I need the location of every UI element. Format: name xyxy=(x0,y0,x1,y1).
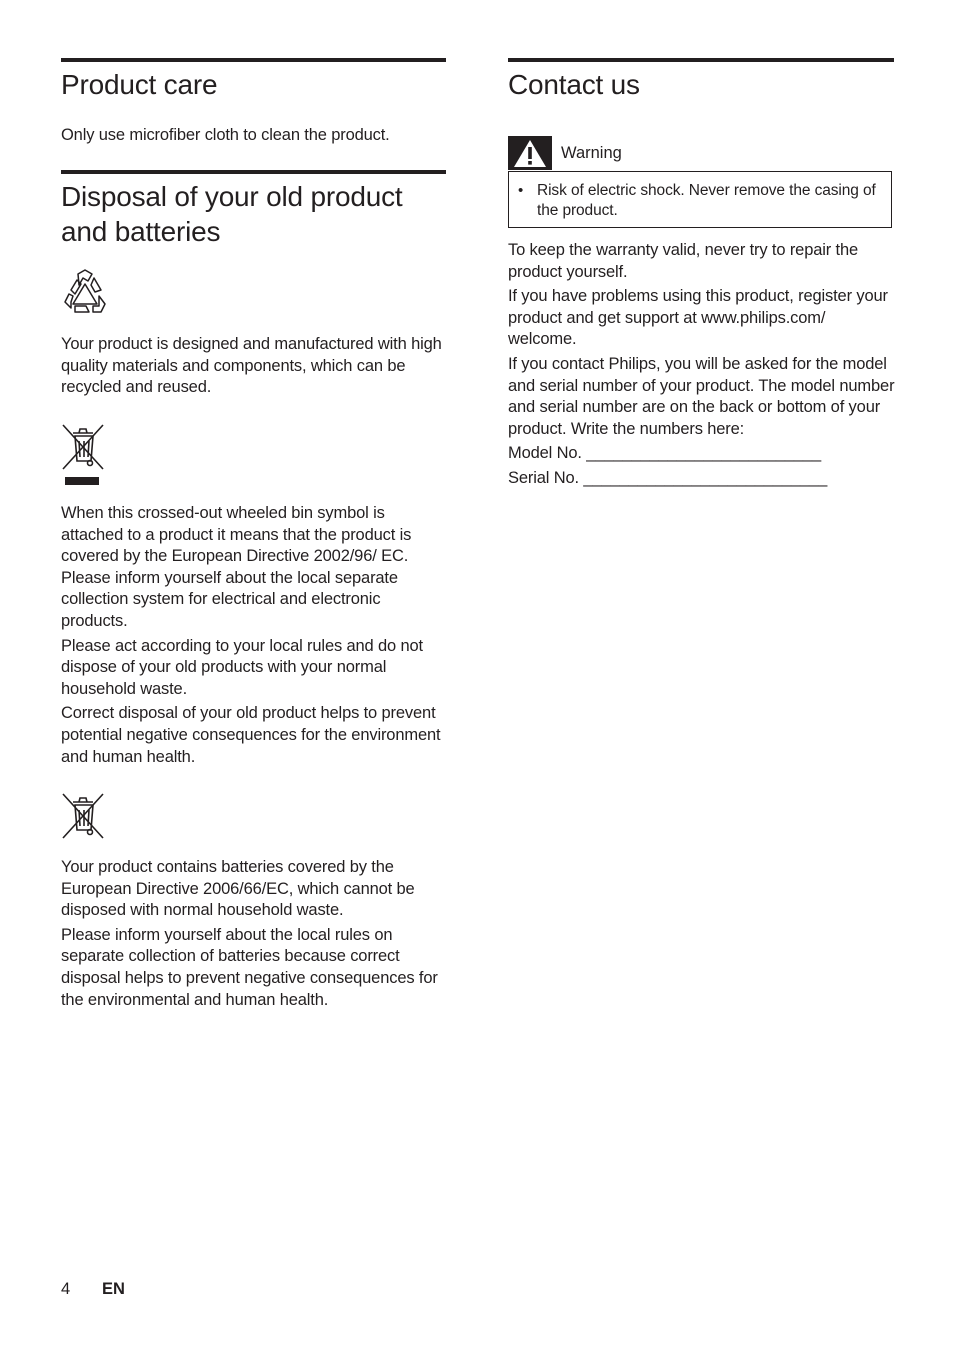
bullet-icon: • xyxy=(518,182,524,199)
crossed-out-battery-bin-icon xyxy=(61,792,105,842)
contact-paragraph: If you contact Philips, you will be asked for the model and serial number of your product. The model number and serial number are on the back or bottom of your product. Write the numbers here: xyxy=(508,354,895,438)
warning-label: Warning xyxy=(561,144,622,162)
contact-text-block xyxy=(508,240,898,490)
recycle-icon xyxy=(61,268,109,316)
serial-number-line: Serial No. ___________________________ xyxy=(508,468,828,487)
weee-paragraph: Correct disposal of your old product helps to prevent potential negative consequences for the environment and human health. xyxy=(61,704,441,766)
battery-paragraph: Your product contains batteries covered by the European Directive 2006/66/EC, which cannot be disposed with normal household waste. xyxy=(61,858,415,920)
contact-paragraph: To keep the warranty valid, never try to repair the product yourself. xyxy=(508,241,859,281)
section-rule xyxy=(61,58,446,62)
contact-paragraph: If you have problems using this product, register your product and get support at www.philips.com/ welcome. xyxy=(508,287,888,349)
battery-text-block xyxy=(61,857,446,1011)
disposal-heading-line2: and batteries xyxy=(61,216,221,247)
crossed-out-bin-icon xyxy=(61,423,105,487)
warning-triangle-icon xyxy=(508,136,552,170)
model-number-line: Model No. __________________________ xyxy=(508,444,821,463)
page-number: 4 xyxy=(61,1280,71,1298)
product-care-heading: Product care xyxy=(61,69,218,100)
disposal-heading-line1: Disposal of your old product xyxy=(61,181,403,212)
recycle-text: Your product is designed and manufactured with high quality materials and components, which can be recycled and reused. xyxy=(61,335,442,397)
language-code: EN xyxy=(102,1280,125,1298)
battery-paragraph: Please inform yourself about the local rules on separate collection of batteries because correct disposal helps to prevent negative consequences for the environmental and human health. xyxy=(61,925,438,1009)
weee-paragraph: When this crossed-out wheeled bin symbol is attached to a product it means that the product is covered by the European Directive 2002/96/ EC. Please inform yourself about the local separate collection system for electrical and electronic products. xyxy=(61,504,412,630)
warning-text: Risk of electric shock. Never remove the casing of the product. xyxy=(537,182,876,219)
warning-header xyxy=(508,136,894,170)
section-rule xyxy=(61,170,446,174)
weee-text-block xyxy=(61,503,451,768)
right-column xyxy=(508,58,895,487)
weee-paragraph: Please act according to your local rules and do not dispose of your old products with your normal household waste. xyxy=(61,636,423,698)
left-column xyxy=(61,58,446,1009)
warning-box xyxy=(508,171,892,228)
section-rule xyxy=(508,58,894,62)
product-care-text: Only use microfiber cloth to clean the product. xyxy=(61,126,390,144)
contact-heading: Contact us xyxy=(508,69,640,100)
